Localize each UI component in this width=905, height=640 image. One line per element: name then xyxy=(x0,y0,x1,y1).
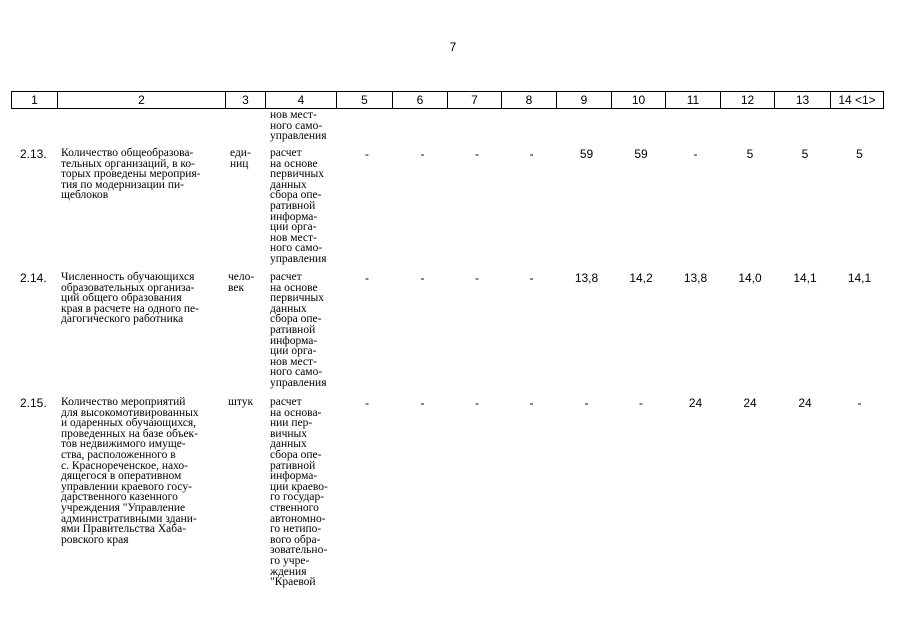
carryover-method-text: нов мест- ного само- управления xyxy=(270,109,327,143)
value-cell: 5 xyxy=(801,147,809,161)
indicator-name: Количество общеобразова- тельных организаций, в ко- торых проведены мероприя- тия по модернизации пи- щеблоков xyxy=(61,147,201,202)
value-cell: - xyxy=(857,396,862,410)
value-cell: 24 xyxy=(798,396,812,410)
column-header: 4 xyxy=(266,92,337,109)
row-number: 2.15. xyxy=(20,396,47,410)
column-header: 2 xyxy=(58,92,226,109)
column-header: 5 xyxy=(337,92,393,109)
value-cell: - xyxy=(529,396,534,410)
column-header: 1 xyxy=(12,92,58,109)
row-number: 2.13. xyxy=(20,147,47,161)
column-header: 7 xyxy=(448,92,502,109)
value-cell: 14,2 xyxy=(629,271,653,285)
value-cell: - xyxy=(365,271,369,285)
column-header: 3 xyxy=(226,92,266,109)
value-cell: 5 xyxy=(856,147,863,161)
value-cell: 59 xyxy=(634,147,648,161)
unit-of-measure: чело- век xyxy=(228,271,255,294)
column-header: 6 xyxy=(393,92,448,109)
value-cell: - xyxy=(365,147,369,161)
value-cell: - xyxy=(420,396,425,410)
column-header: 12 xyxy=(721,92,775,109)
column-header: 9 xyxy=(557,92,612,109)
value-cell: - xyxy=(420,271,425,285)
column-header: 8 xyxy=(502,92,557,109)
value-cell: 13,8 xyxy=(683,271,708,285)
calculation-method: расчет на основе первичных данных сбора опе- ративной информа- ции орга- нов мест- ного само- управления xyxy=(270,271,327,389)
column-header-row xyxy=(12,92,884,109)
column-header: 10 xyxy=(612,92,666,109)
value-cell: 24 xyxy=(743,396,757,410)
row-number: 2.14. xyxy=(20,271,47,285)
value-cell: - xyxy=(420,147,425,161)
value-cell: - xyxy=(475,147,479,161)
column-header: 13 xyxy=(775,92,831,109)
value-cell: - xyxy=(475,271,479,285)
value-cell: 24 xyxy=(688,396,703,410)
indicator-name: Численность обучающихся образовательных организа- ций общего образования края в расчете на одного пе- дагогического работника xyxy=(61,271,199,326)
value-cell: - xyxy=(693,147,698,161)
column-header: 14 <1> xyxy=(831,92,884,109)
value-cell: - xyxy=(529,147,534,161)
value-cell: 13,8 xyxy=(574,271,599,285)
value-cell: 14,0 xyxy=(738,271,762,285)
indicator-name: Количество мероприятий для высокомотивированных и одаренных обучающихся, проведенных на базе объек- тов недвижимого имуще- ства, расположенного в с. Краснореченское, нахо- дящегося в оперативном управлении краевого госу- дарственного казенного учреждения "Управление административными здани- ями Правительства Хаба- ровского края xyxy=(61,396,199,546)
value-cell: 14,1 xyxy=(793,271,817,285)
column-header: 11 xyxy=(666,92,721,109)
calculation-method: расчет на основа- нии пер- вичных данных сбора опе- ративной информа- ции краево- го государ- ственного автономно- го нетипо- вого обра- зовательно- го учре- ждения "Краевой xyxy=(270,396,328,589)
value-cell: - xyxy=(365,396,369,410)
unit-of-measure: штук xyxy=(228,396,254,408)
page-number: 7 xyxy=(449,40,457,54)
calculation-method: расчет на основе первичных данных сбора опе- ративной информа- ции орга- нов мест- ного само- управления xyxy=(270,147,327,265)
value-cell: - xyxy=(529,271,534,285)
value-cell: 5 xyxy=(746,147,754,161)
value-cell: 59 xyxy=(579,147,594,161)
value-cell: - xyxy=(584,396,589,410)
unit-of-measure: еди- ниц xyxy=(230,147,251,170)
value-cell: - xyxy=(639,396,643,410)
column-header-table xyxy=(11,91,884,109)
value-cell: - xyxy=(475,396,479,410)
value-cell: 14,1 xyxy=(847,271,872,285)
